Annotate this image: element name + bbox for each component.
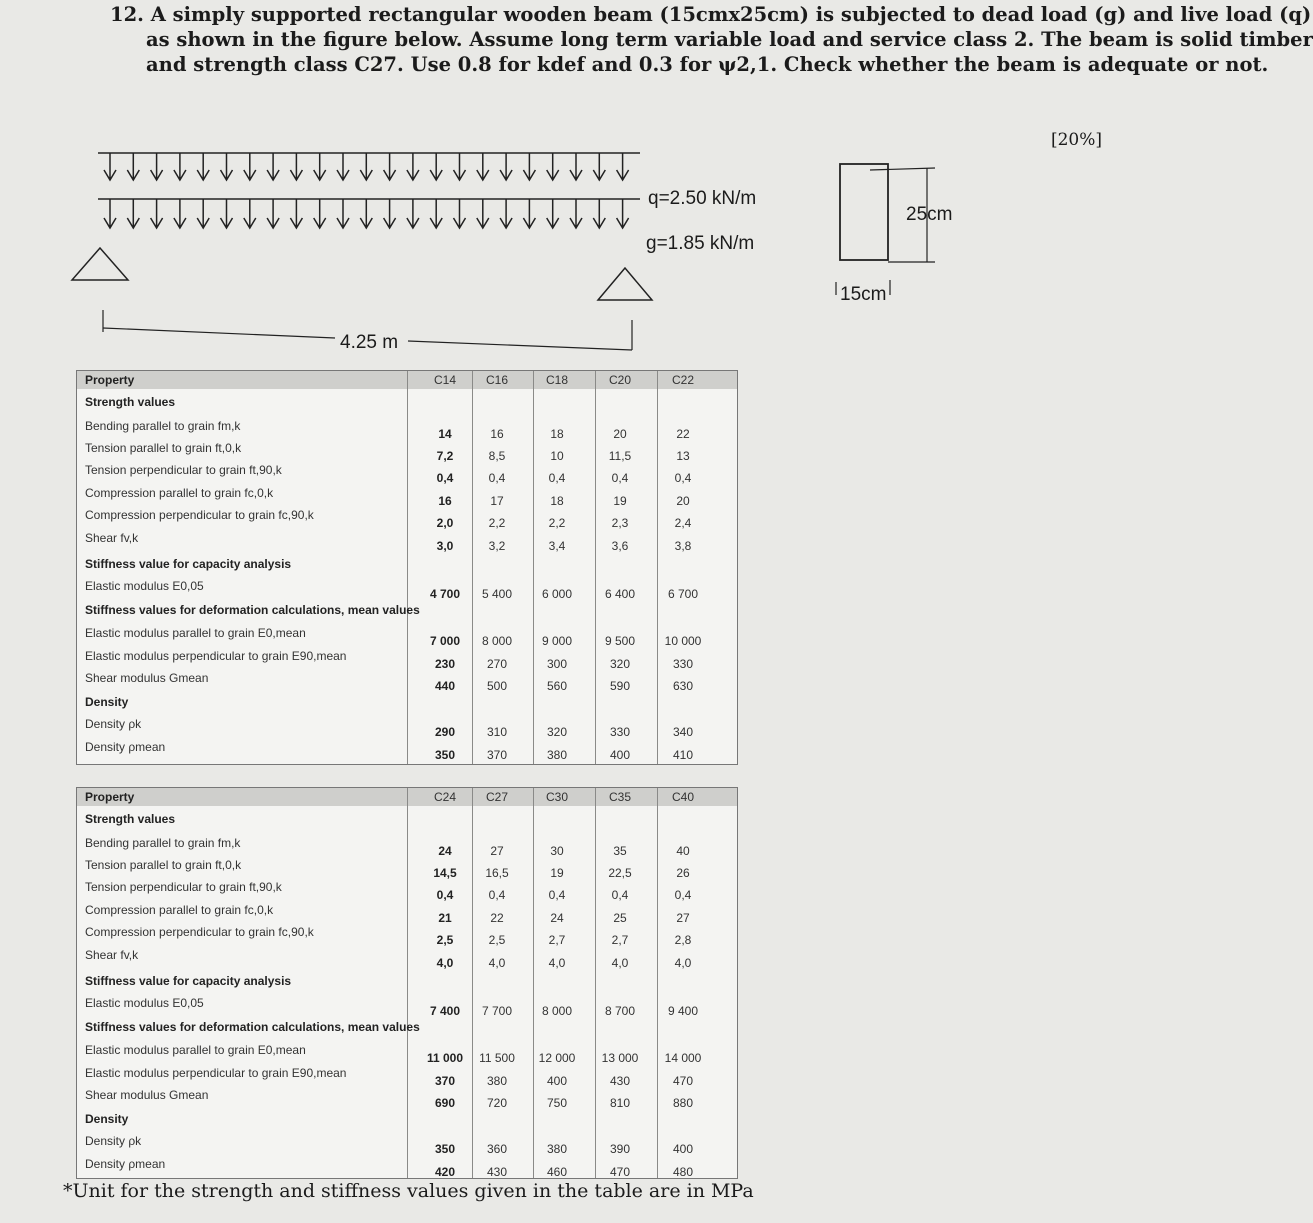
table-cell: 10 000 <box>664 634 702 648</box>
table-column-header: C18 <box>545 373 568 387</box>
table-cell: 2,8 <box>674 933 692 947</box>
table-cell: 14,5 <box>433 866 457 880</box>
table-cell: 400 <box>546 1074 568 1088</box>
table-row-label: Elastic modulus E0,05 <box>85 579 204 593</box>
load-arrow-icon <box>407 199 419 228</box>
table-cell: 7,2 <box>436 449 454 463</box>
table-cell: 460 <box>546 1165 568 1179</box>
load-arrow-icon <box>221 153 233 180</box>
table-cell: 470 <box>672 1074 694 1088</box>
table-column-header: C27 <box>485 790 508 804</box>
load-arrow-icon <box>430 153 442 180</box>
table-cell: 300 <box>546 657 568 671</box>
table-cell: 20 <box>613 427 627 441</box>
load-arrow-icon <box>547 199 559 228</box>
table-cell: 590 <box>609 679 631 693</box>
table-cell: 350 <box>434 748 456 762</box>
table-row-label: Density ρmean <box>85 1157 166 1171</box>
table-cell: 3,8 <box>674 539 692 553</box>
table-row-label: Bending parallel to grain fm,k <box>85 419 241 433</box>
table-row-label: Stiffness value for capacity analysis <box>85 557 292 571</box>
table-cell: 230 <box>434 657 456 671</box>
load-arrow-icon <box>174 199 186 228</box>
table-cell: 8 000 <box>481 634 513 648</box>
table-row-label: Elastic modulus perpendicular to grain E90,mean <box>85 649 347 663</box>
dead-load-label: g=1.85 kN/m <box>646 233 755 254</box>
table-cell: 500 <box>486 679 508 693</box>
beam-figure <box>0 150 1152 360</box>
table-row-label: Shear fv,k <box>85 948 139 962</box>
table-cell: 30 <box>550 844 564 858</box>
table-cell: 750 <box>546 1096 568 1110</box>
table-cell: 410 <box>672 748 694 762</box>
dead-load-arrows <box>104 199 629 228</box>
left-support-icon <box>72 248 128 280</box>
table-cell: 880 <box>672 1096 694 1110</box>
table-cell: 19 <box>550 866 564 880</box>
table-cell: 22 <box>490 911 504 925</box>
load-arrow-icon <box>314 199 326 228</box>
table-row-label: Stiffness values for deformation calculations, mean values <box>85 603 420 617</box>
table-row-label: Elastic modulus perpendicular to grain E90,mean <box>85 1066 347 1080</box>
table-row-label: Property <box>85 790 135 804</box>
table-cell: 480 <box>672 1165 694 1179</box>
table-cell: 25 <box>613 911 627 925</box>
table-cell: 310 <box>486 725 508 739</box>
load-arrow-icon <box>104 199 116 228</box>
table-cell: 3,2 <box>488 539 506 553</box>
table-cell: 0,4 <box>488 888 506 902</box>
table-row-label: Elastic modulus parallel to grain E0,mean <box>85 1043 306 1057</box>
table-cell: 11,5 <box>608 449 632 463</box>
cross-section-icon <box>840 164 888 260</box>
table-cell: 350 <box>434 1142 456 1156</box>
table-column-header: C30 <box>545 790 568 804</box>
load-arrow-icon <box>127 199 139 228</box>
table-cell: 16,5 <box>485 866 509 880</box>
footnote: *Unit for the strength and stiffness values given in the table are in MPa <box>63 1180 754 1202</box>
table-cell: 4,0 <box>611 956 629 970</box>
load-arrow-icon <box>477 153 489 180</box>
table-column-header: C20 <box>608 373 631 387</box>
table-cell: 40 <box>676 844 690 858</box>
table-cell: 2,5 <box>436 933 454 947</box>
table-cell: 330 <box>609 725 631 739</box>
table-cell: 21 <box>438 911 452 925</box>
load-arrow-icon <box>547 153 559 180</box>
table-cell: 7 700 <box>481 1004 513 1018</box>
section-height-label: 25cm <box>906 204 953 225</box>
table-cell: 22 <box>676 427 690 441</box>
table-cell: 370 <box>434 1074 456 1088</box>
table-cell: 320 <box>546 725 568 739</box>
table-row-label: Compression perpendicular to grain fc,90,k <box>85 925 314 939</box>
table-cell: 370 <box>486 748 508 762</box>
load-arrow-icon <box>104 153 116 180</box>
table-cell: 380 <box>486 1074 508 1088</box>
right-support-icon <box>598 268 652 300</box>
load-arrow-icon <box>360 199 372 228</box>
table-cell: 320 <box>609 657 631 671</box>
table-cell: 22,5 <box>608 866 632 880</box>
table-cell: 440 <box>434 679 456 693</box>
table-row-label: Density ρk <box>85 717 142 731</box>
load-arrow-icon <box>617 153 629 180</box>
table-cell: 430 <box>486 1165 508 1179</box>
load-arrow-icon <box>290 199 302 228</box>
live-load-label: q=2.50 kN/m <box>648 188 757 209</box>
table-column-header: C40 <box>671 790 694 804</box>
table-cell: 0,4 <box>611 471 629 485</box>
table-cell: 0,4 <box>548 888 566 902</box>
table-cell: 4,0 <box>548 956 566 970</box>
table-cell: 9 500 <box>604 634 636 648</box>
table-cell: 20 <box>676 494 690 508</box>
table-row-label: Compression parallel to grain fc,0,k <box>85 486 274 500</box>
table-cell: 270 <box>486 657 508 671</box>
load-arrow-icon <box>360 153 372 180</box>
section-width-label: 15cm <box>840 284 887 305</box>
table-cell: 720 <box>486 1096 508 1110</box>
load-arrow-icon <box>314 153 326 180</box>
table-cell: 630 <box>672 679 694 693</box>
table-cell: 0,4 <box>436 471 454 485</box>
load-arrow-icon <box>407 153 419 180</box>
load-arrow-icon <box>593 153 605 180</box>
load-arrow-icon <box>244 199 256 228</box>
load-arrow-icon <box>244 153 256 180</box>
table-cell: 5 400 <box>481 587 513 601</box>
table-row-label: Strength values <box>85 812 176 826</box>
strength-table-c24-c40 <box>76 787 738 1179</box>
table-cell: 12 000 <box>538 1051 576 1065</box>
table-column-header: C35 <box>608 790 631 804</box>
table-cell: 0,4 <box>674 888 692 902</box>
load-arrow-icon <box>477 199 489 228</box>
table-row-label: Tension parallel to grain ft,0,k <box>85 858 242 872</box>
load-arrow-icon <box>221 199 233 228</box>
table-cell: 470 <box>609 1165 631 1179</box>
table-cell: 3,6 <box>611 539 629 553</box>
question-line: and strength class C27. Use 0.8 for kdef and 0.3 for ψ2,1. Check whether the beam is adequate or not. <box>146 53 1269 76</box>
table-cell: 6 700 <box>667 587 699 601</box>
table-cell: 430 <box>609 1074 631 1088</box>
table-cell: 340 <box>672 725 694 739</box>
table-cell: 290 <box>434 725 456 739</box>
live-load-arrows <box>104 153 629 180</box>
table-cell: 18 <box>550 494 564 508</box>
table-cell: 14 000 <box>664 1051 702 1065</box>
load-arrow-icon <box>523 199 535 228</box>
table-row-label: Property <box>85 373 135 387</box>
load-arrow-icon <box>593 199 605 228</box>
table-cell: 14 <box>438 427 452 441</box>
table-row-label: Compression perpendicular to grain fc,90,k <box>85 508 314 522</box>
table-cell: 18 <box>550 427 564 441</box>
table-cell: 400 <box>672 1142 694 1156</box>
table-cell: 27 <box>490 844 504 858</box>
load-arrow-icon <box>384 199 396 228</box>
load-arrow-icon <box>570 153 582 180</box>
table-cell: 0,4 <box>674 471 692 485</box>
marks-label: [20%] <box>1050 130 1102 150</box>
question-text <box>110 2 1313 77</box>
table-cell: 19 <box>613 494 627 508</box>
table-cell: 0,4 <box>436 888 454 902</box>
table-cell: 3,0 <box>436 539 454 553</box>
table-column-divider <box>407 371 408 764</box>
load-arrow-icon <box>151 199 163 228</box>
load-arrow-icon <box>570 199 582 228</box>
load-arrow-icon <box>337 153 349 180</box>
table-cell: 11 000 <box>426 1051 464 1065</box>
table-column-header: C24 <box>433 790 456 804</box>
table-cell: 0,4 <box>488 471 506 485</box>
table-cell: 2,2 <box>488 516 506 530</box>
table-row-label: Bending parallel to grain fm,k <box>85 836 241 850</box>
table-column-header: C14 <box>433 373 456 387</box>
table-cell: 2,2 <box>548 516 566 530</box>
table-cell: 0,4 <box>611 888 629 902</box>
table-cell: 8,5 <box>488 449 506 463</box>
table-cell: 2,7 <box>548 933 566 947</box>
table-cell: 0,4 <box>548 471 566 485</box>
table-cell: 560 <box>546 679 568 693</box>
table-cell: 24 <box>438 844 452 858</box>
table-cell: 4,0 <box>436 956 454 970</box>
table-row-label: Shear modulus Gmean <box>85 671 209 685</box>
table-cell: 11 500 <box>479 1051 515 1065</box>
table-row-label: Tension perpendicular to grain ft,90,k <box>85 880 282 894</box>
table-row-label: Tension perpendicular to grain ft,90,k <box>85 463 282 477</box>
table-cell: 4 700 <box>429 587 461 601</box>
table-cell: 690 <box>434 1096 456 1110</box>
table-row-label: Density ρmean <box>85 740 166 754</box>
table-row-label: Shear modulus Gmean <box>85 1088 209 1102</box>
section-height-ext-top <box>870 168 935 170</box>
table-cell: 420 <box>434 1165 456 1179</box>
load-arrow-icon <box>337 199 349 228</box>
table-column-header: C16 <box>485 373 508 387</box>
load-arrow-icon <box>151 153 163 180</box>
load-arrow-icon <box>500 153 512 180</box>
load-arrow-icon <box>127 153 139 180</box>
table-cell: 7 000 <box>429 634 461 648</box>
table-cell: 380 <box>546 748 568 762</box>
table-cell: 6 000 <box>541 587 573 601</box>
table-cell: 360 <box>486 1142 508 1156</box>
table-row-label: Tension parallel to grain ft,0,k <box>85 441 242 455</box>
table-cell: 810 <box>609 1096 631 1110</box>
table-cell: 9 000 <box>541 634 573 648</box>
dimension-line-left <box>103 328 335 338</box>
table-cell: 2,7 <box>611 933 629 947</box>
load-arrow-icon <box>197 199 209 228</box>
load-arrow-icon <box>454 199 466 228</box>
table-cell: 6 400 <box>604 587 636 601</box>
strength-table-c14-c22 <box>76 370 738 765</box>
load-arrow-icon <box>174 153 186 180</box>
table-cell: 13 <box>676 449 690 463</box>
table-row-label: Density <box>85 1112 129 1126</box>
table-cell: 2,3 <box>611 516 629 530</box>
load-arrow-icon <box>290 153 302 180</box>
table-cell: 4,0 <box>488 956 506 970</box>
load-arrow-icon <box>197 153 209 180</box>
table-cell: 27 <box>676 911 690 925</box>
table-cell: 17 <box>490 494 504 508</box>
table-cell: 2,4 <box>674 516 692 530</box>
table-cell: 8 000 <box>541 1004 573 1018</box>
load-arrow-icon <box>617 199 629 228</box>
load-arrow-icon <box>384 153 396 180</box>
table-row-label: Density <box>85 695 129 709</box>
table-cell: 4,0 <box>674 956 692 970</box>
table-cell: 380 <box>546 1142 568 1156</box>
table-cell: 16 <box>438 494 452 508</box>
table-column-header: C22 <box>671 373 694 387</box>
load-arrow-icon <box>267 153 279 180</box>
table-cell: 26 <box>676 866 690 880</box>
table-cell: 390 <box>609 1142 631 1156</box>
load-arrow-icon <box>454 153 466 180</box>
span-label: 4.25 m <box>340 332 399 353</box>
table-cell: 35 <box>613 844 627 858</box>
table-row-label: Elastic modulus E0,05 <box>85 996 204 1010</box>
question-line: as shown in the figure below. Assume long term variable load and service class 2. The beam is solid timber <box>146 28 1313 51</box>
table-cell: 400 <box>609 748 631 762</box>
table-row-label: Elastic modulus parallel to grain E0,mean <box>85 626 306 640</box>
load-arrow-icon <box>500 199 512 228</box>
table-cell: 330 <box>672 657 694 671</box>
table-cell: 3,4 <box>548 539 566 553</box>
table-cell: 2,0 <box>436 516 454 530</box>
load-arrow-icon <box>430 199 442 228</box>
dimension-line-right <box>408 341 632 350</box>
table-row-label: Strength values <box>85 395 176 409</box>
table-row-label: Shear fv,k <box>85 531 139 545</box>
table-cell: 24 <box>550 911 564 925</box>
question-line: 12. A simply supported rectangular wooden beam (15cmx25cm) is subjected to dead load (g) and live load (q) <box>110 3 1312 26</box>
table-row-label: Compression parallel to grain fc,0,k <box>85 903 274 917</box>
table-cell: 9 400 <box>667 1004 699 1018</box>
table-column-divider <box>407 788 408 1178</box>
load-arrow-icon <box>267 199 279 228</box>
load-arrow-icon <box>523 153 535 180</box>
table-cell: 10 <box>550 449 564 463</box>
table-cell: 16 <box>490 427 504 441</box>
table-cell: 2,5 <box>488 933 506 947</box>
table-row-label: Stiffness value for capacity analysis <box>85 974 292 988</box>
table-row-label: Density ρk <box>85 1134 142 1148</box>
table-cell: 7 400 <box>429 1004 461 1018</box>
table-cell: 13 000 <box>601 1051 639 1065</box>
table-row-label: Stiffness values for deformation calculations, mean values <box>85 1020 420 1034</box>
table-cell: 8 700 <box>604 1004 636 1018</box>
